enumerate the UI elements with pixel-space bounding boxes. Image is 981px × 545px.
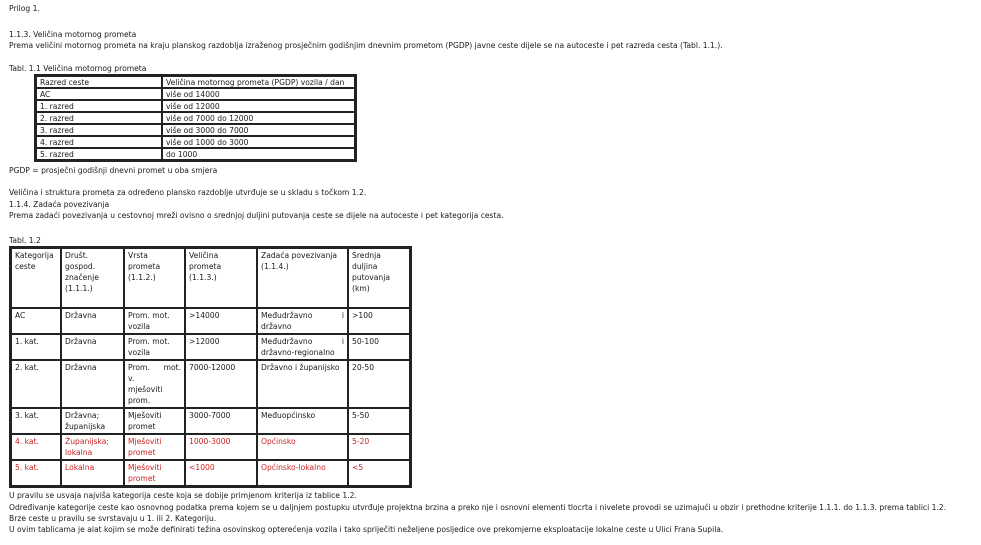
table-cell <box>124 460 185 486</box>
header-cell: Veličina motornog prometa (PGDP) vozila / dan <box>162 76 355 88</box>
table-cell: >100 <box>348 308 410 334</box>
table-cell: više od 1000 do 3000 <box>162 136 355 148</box>
table-cell: 1. razred <box>36 100 162 112</box>
table1-caption: Tabl. 1.1 Veličina motornog prometa <box>9 64 147 73</box>
cell-text: Međudržavno <box>261 311 313 320</box>
header-line: putovanja <box>352 273 390 282</box>
table-cell <box>124 434 185 460</box>
table-cell: 7000-12000 <box>185 360 257 408</box>
header-cell: Razred ceste <box>36 76 162 88</box>
table-cell: Državno i županijsko <box>257 360 348 408</box>
table-cell <box>61 408 124 434</box>
header-line: Vrsta <box>128 251 148 260</box>
table-cell: >14000 <box>185 308 257 334</box>
table-cell <box>257 334 348 360</box>
header-line: Srednja <box>352 251 381 260</box>
table-cell: <1000 <box>185 460 257 486</box>
table-row-highlighted <box>11 460 410 486</box>
table-row <box>36 124 355 136</box>
cell-line: promet <box>128 448 156 457</box>
table-row <box>11 308 410 334</box>
cell-line: županijska <box>65 422 106 431</box>
table-cell: više od 14000 <box>162 88 355 100</box>
table-road-categories <box>9 246 412 488</box>
table1-note: PGDP = prosječni godišnji dnevni promet u oba smjera <box>9 166 218 175</box>
table-cell: 2. razred <box>36 112 162 124</box>
table-row <box>36 136 355 148</box>
cell-line: promet <box>128 422 156 431</box>
bottom-paragraph: Brze ceste u pravilu se svrstavaju u 1. ili 2. Kategoriju. <box>9 514 217 523</box>
cell-line <box>261 310 344 321</box>
table-cell: 20-50 <box>348 360 410 408</box>
header-line: (1.1.3.) <box>189 273 217 282</box>
table-cell: više od 7000 do 12000 <box>162 112 355 124</box>
header-line: prometa <box>189 262 222 271</box>
cell-text: Međudržavno <box>261 337 313 346</box>
section-114-text: Prema zadaći povezivanja u cestovnoj mreži ovisno o srednjoj duljini putovanja ceste se dijele na autoceste i pet kategorija cesta. <box>9 211 504 220</box>
table-cell: Državna <box>61 360 124 408</box>
table-cell <box>124 408 185 434</box>
table-row <box>11 408 410 434</box>
table-header-row <box>36 76 355 88</box>
cell-line: vozila <box>128 348 150 357</box>
cell-line: promet <box>128 474 156 483</box>
table-cell: 3. kat. <box>11 408 61 434</box>
cell-line: Prom. mot. <box>128 337 170 346</box>
header-cell <box>185 248 257 308</box>
cell-line: vozila <box>128 322 150 331</box>
table-cell: Međuopćinsko <box>257 408 348 434</box>
header-line: (1.1.4.) <box>261 262 289 271</box>
table-cell: Državna <box>61 334 124 360</box>
header-line: duljina <box>352 262 378 271</box>
table2-caption: Tabl. 1.2 <box>9 236 41 245</box>
table-cell: više od 12000 <box>162 100 355 112</box>
table-row <box>36 148 355 160</box>
header-line: Veličina <box>189 251 219 260</box>
appendix-label: Prilog 1. <box>9 4 40 13</box>
table-cell: 4. kat. <box>11 434 61 460</box>
table-cell: 4. razred <box>36 136 162 148</box>
table-cell: <5 <box>348 460 410 486</box>
table-cell: 5. razred <box>36 148 162 160</box>
cell-text: mot. <box>163 363 181 372</box>
header-line: (km) <box>352 284 370 293</box>
cell-line: lokalna <box>65 448 93 457</box>
table-cell <box>124 360 185 408</box>
table-row <box>11 334 410 360</box>
table-cell: >12000 <box>185 334 257 360</box>
header-line: Kategorija <box>15 251 54 260</box>
header-cell <box>257 248 348 308</box>
cell-line: Mješoviti <box>128 437 162 446</box>
header-cell <box>61 248 124 308</box>
table-cell: 50-100 <box>348 334 410 360</box>
cell-text: Prom. <box>128 363 150 372</box>
header-cell <box>348 248 410 308</box>
header-line: značenje <box>65 273 99 282</box>
section-114-title: 1.1.4. Zadaća povezivanja <box>9 200 110 209</box>
bottom-paragraph: U pravilu se usvaja najviša kategorija ceste koja se dobije primjenom kriterija iz tablice 1.2. <box>9 491 357 500</box>
cell-line: v. <box>128 374 135 383</box>
cell-line: državno <box>261 322 292 331</box>
table-row-highlighted <box>11 434 410 460</box>
paragraph-traffic-structure: Veličina i struktura prometa za određeno plansko razdoblje utvrđuje se u skladu s točkom 1.2. <box>9 188 367 197</box>
section-113-text: Prema veličini motornog prometa na kraju planskog razdoblja izraženog prosječnim godišnjim dnevnim prometom (PGDP) javne ceste dijele se na autoceste i pet razreda cesta (Tabl. 1.1.). <box>9 41 723 50</box>
cell-line: prom. <box>128 396 151 405</box>
table-cell: 1. kat. <box>11 334 61 360</box>
table-cell: 1000-3000 <box>185 434 257 460</box>
header-line: gospod. <box>65 262 96 271</box>
table-cell: 2. kat. <box>11 360 61 408</box>
header-line: prometa <box>128 262 161 271</box>
table-cell: 3. razred <box>36 124 162 136</box>
table-cell: 5. kat. <box>11 460 61 486</box>
cell-line: mješoviti <box>128 385 163 394</box>
cell-line <box>261 336 344 347</box>
table-cell: više od 3000 do 7000 <box>162 124 355 136</box>
cell-line: Prom. mot. <box>128 311 170 320</box>
header-line: (1.1.2.) <box>128 273 156 282</box>
bottom-paragraph: Određivanje kategorije ceste kao osnovnog podatka prema kojem se u daljnjem postupku utvrđuje projektna brzina a preko nje i osnovni elementi tlocrta i nivelete provodi se uzimajući u obzir i prethodne kriterije 1.1.1. do 1.1.3. prema tablici 1.2. <box>9 503 947 512</box>
table-cell <box>257 308 348 334</box>
table-cell: Općinsko <box>257 434 348 460</box>
cell-line: državno-regionalno <box>261 348 335 357</box>
cell-line: Mješoviti <box>128 411 162 420</box>
header-cell <box>124 248 185 308</box>
table-row <box>11 360 410 408</box>
table-cell <box>61 434 124 460</box>
section-113-title: 1.1.3. Veličina motornog prometa <box>9 30 137 39</box>
header-line: (1.1.1.) <box>65 284 93 293</box>
table-cell: do 1000 <box>162 148 355 160</box>
cell-line <box>128 362 181 373</box>
table-row <box>36 112 355 124</box>
table-header-row <box>11 248 410 308</box>
table-cell <box>124 308 185 334</box>
cell-text: i <box>341 311 344 320</box>
table-row <box>36 88 355 100</box>
table-cell: 5-50 <box>348 408 410 434</box>
table-cell: 3000-7000 <box>185 408 257 434</box>
table-cell: Lokalna <box>61 460 124 486</box>
table-cell: Općinsko-lokalno <box>257 460 348 486</box>
table-traffic-volume <box>34 74 357 162</box>
header-line: ceste <box>15 262 36 271</box>
table-cell: Državna <box>61 308 124 334</box>
header-line: Zadaća povezivanja <box>261 251 338 260</box>
cell-text: i <box>341 337 344 346</box>
cell-line: Mješoviti <box>128 463 162 472</box>
table-row <box>36 100 355 112</box>
table-cell: 5-20 <box>348 434 410 460</box>
table-cell: AC <box>36 88 162 100</box>
table-cell <box>124 334 185 360</box>
header-line: Društ. <box>65 251 89 260</box>
bottom-paragraph: U ovim tablicama je alat kojim se može definirati težina osovinskog opterećenja vozila i tako spriječiti neželjene posljedice ove prekomjerne eksploatacije lokalne ceste u Ulici Frana Supila. <box>9 525 724 534</box>
cell-line: Županijska; <box>65 437 109 446</box>
table-cell: AC <box>11 308 61 334</box>
cell-line: Državna; <box>65 411 100 420</box>
header-cell <box>11 248 61 308</box>
